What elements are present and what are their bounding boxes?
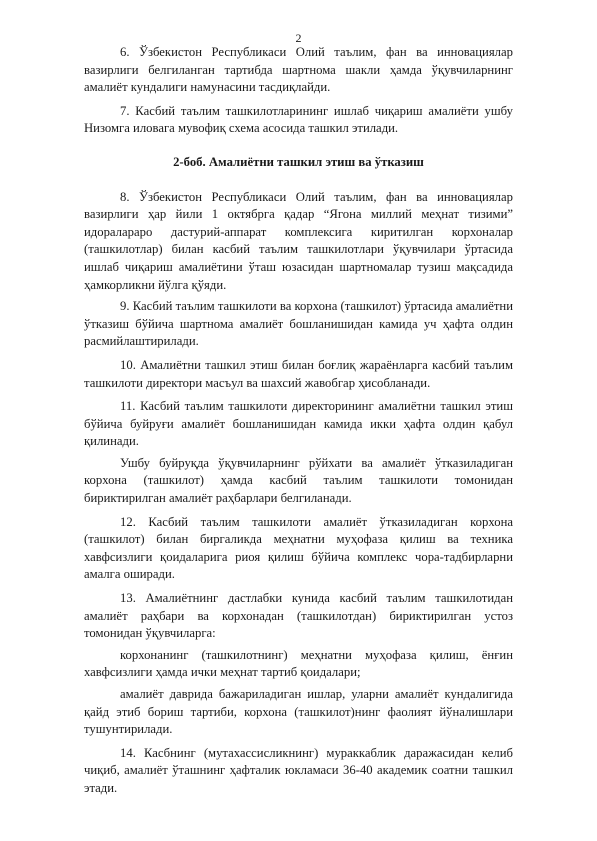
paragraph-9: 9. Касбий таълим ташкилоти ва корхона (ташкилот) ўртасида амалиётни ўтказиш бўйича шартнома амалиёт бошланишидан камида уч ҳафта олдин расмийлаштирилади. xyxy=(84,299,513,349)
paragraph-13: 13. Амалиётнинг дастлабки кунида касбий таълим ташкилотидан амалиёт раҳбари ва корхонадан (ташкилотдан) бириктирилган устоз томонидан ўқувчиларга: xyxy=(84,591,513,641)
paragraph-10: 10. Амалиётни ташкил этиш билан боғлиқ жараёнларга касбий таълим ташкилоти директори масъул ва шахсий жавобгар ҳисобланади. xyxy=(84,357,513,390)
paragraph-13-item-safety: корхонанинг (ташкилотнинг) меҳнатни муҳофаза қилиш, ёнғин хавфсизлиги ҳамда ички меҳнат тартиб қоидалари; xyxy=(84,647,513,680)
paragraph-11: 11. Касбий таълим ташкилоти директорининг амалиётни ташкил этиш бўйича буйруғи амалиёт бошланишидан камида икки ҳафта олдин қабул қилинади. xyxy=(84,399,513,449)
paragraph-14: 14. Касбнинг (мутахассисликнинг) мураккаблик даражасидан келиб чиқиб, амалиёт ўташнинг ҳафталик юкламаси 36-40 академик соатни ташкил этади. xyxy=(84,745,513,795)
paragraph-12: 12. Касбий таълим ташкилоти амалиёт ўтказиладиган корхона (ташкилот) билан биргаликда меҳнатни муҳофаза қилиш ва техника хавфсизлиги қоидаларига риоя қилиш бўйича комплекс чора-тадбирларни амалга оширади. xyxy=(84,514,513,582)
paragraph-11-order-contents: Ушбу буйруқда ўқувчиларнинг рўйхати ва амалиёт ўтказиладиган корхона (ташкилот) ҳамда касбий таълим ташкилоти томонидан бириктирилган амалиёт раҳбарлари белгиланади. xyxy=(84,455,513,506)
paragraph-8: 8. Ўзбекистон Республикаси Олий таълим, фан ва инновациялар вазирлиги ҳар йили 1 октябрга қадар “Ягона миллий меҳнат тизими” идоралараро дастурий-аппарат комплексига киритилган корхоналар (ташкилотлар) билан касбий таълим ташкилотлари ўқувчилари ўртасида ишлаб чиқариш амалиётини ўташ юзасидан шартномалар тузиш мақсадида ҳамкорликни йўлга қўяди. xyxy=(84,189,513,292)
paragraph-13-item-tasks: амалиёт даврида бажариладиган ишлар, уларни амалиёт кундалигида қайд этиб бориш тартиби, корхона (ташкилот)нинг фаолият йўналишлари тушунтирилади. xyxy=(84,687,513,737)
chapter-heading: 2-боб. Амалиётни ташкил этиш ва ўтказиш xyxy=(173,154,424,169)
document-body xyxy=(84,44,513,798)
paragraph-7: 7. Касбий таълим ташкилотларининг ишлаб чиқариш амалиёти ушбу Низомга иловага мувофиқ схема асосида ташкил этилади. xyxy=(84,103,513,136)
page-number: 2 xyxy=(295,31,302,45)
paragraph-6: 6. Ўзбекистон Республикаси Олий таълим, фан ва инновациялар вазирлиги белгиланган тартибда шартнома шакли ҳамда ўқувчиларнинг амалиёт кундалиги намунасини тасдиқлайди. xyxy=(84,45,513,95)
